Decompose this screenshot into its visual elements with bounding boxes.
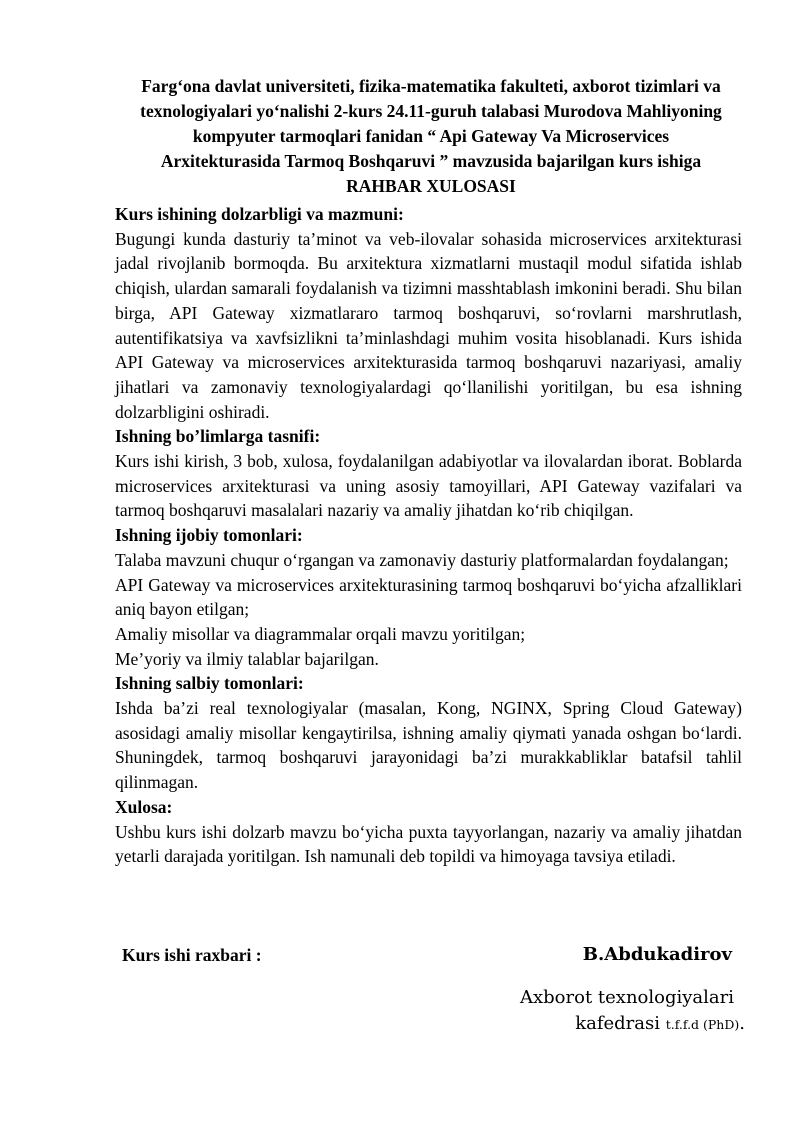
supervisor-label: Kurs ishi raxbari : <box>122 945 262 965</box>
section-text-structure: Kurs ishi kirish, 3 bob, xulosa, foydalanilgan adabiyotlar va ilovalardan iborat. Boblarda microservices arxitekturasi va uning asosiy tamoyillari, API Gateway vazifalari va tarmoq boshqaruvi masalalari nazariy va amaliy jihatdan ko‘rib chiqilgan. <box>115 451 742 521</box>
section-heading-structure: Ishning bo’limlarga tasnifi: <box>115 426 321 447</box>
section-heading-negative: Ishning salbiy tomonlari: <box>115 673 304 694</box>
title-line: Farg‘ona davlat universiteti, fizika-matematika fakulteti, axborot tizimlari va <box>141 76 721 96</box>
department-degree-line <box>575 1013 745 1034</box>
department-line: Axborot texnologiyalari <box>520 987 734 1008</box>
title-line: RAHBAR XULOSASI <box>346 176 516 196</box>
section-heading-positive: Ishning ijobiy tomonlari: <box>115 525 303 546</box>
title-line: texnologiyalari yo‘nalishi 2-kurs 24.11-guruh talabasi Murodova Mahliyoning <box>140 101 722 121</box>
supervisor-name: B.Abdukadirov <box>582 944 732 965</box>
academic-degree: t.f.f.d (PhD) <box>665 1017 740 1032</box>
positive-item: API Gateway va microservices arxitekturasining tarmoq boshqaruvi bo‘yicha afzalliklari aniq bayon etilgan; <box>115 574 742 620</box>
document-body <box>115 202 742 869</box>
section-text-negative: Ishda ba’zi real texnologiyalar (masalan, Kong, NGINX, Spring Cloud Gateway) asosidagi amaliy misollar kengaytirilsa, ishning amaliy qiymati yanada oshgan bo‘lardi. Shuningdek, tarmoq boshqaruvi jarayonidagi ba’zi murakkabliklar batafsil tahlil qilinmagan. <box>115 698 742 793</box>
title-line: Arxitekturasida Tarmoq Boshqaruvi ” mavzusida bajarilgan kurs ishiga <box>160 151 702 171</box>
title-line: kompyuter tarmoqlari fanidan “ Api Gateway Va Microservices <box>192 126 670 146</box>
department-name: kafedrasi <box>575 1013 660 1034</box>
section-heading-relevance: Kurs ishining dolzarbligi va mazmuni: <box>115 204 404 224</box>
positive-item: Me’yoriy va ilmiy talablar bajarilgan. <box>115 648 379 669</box>
section-text-conclusion: Ushbu kurs ishi dolzarb mavzu bo‘yicha puxta tayyorlangan, nazariy va amaliy jihatdan yetarli darajada yoritilgan. Ish namunali deb topildi va himoyaga tavsiya etiladi. <box>115 821 742 867</box>
degree-suffix: . <box>739 1013 745 1034</box>
section-heading-conclusion: Xulosa: <box>115 796 173 817</box>
positive-item: Talaba mavzuni chuqur o‘rgangan va zamonaviy dasturiy platformalardan foydalangan; <box>115 549 729 570</box>
document-title <box>108 74 754 199</box>
section-text-relevance: Bugungi kunda dasturiy ta’minot va veb-ilovalar sohasida microservices arxitekturasi jadal rivojlanib bormoqda. Bu arxitektura xizmatlarni mustaqil modul sifatida ishlab chiqish, ulardan samarali foydalanish va tizimni masshtablash imkonini beradi. Shu bilan birga, API Gateway xizmatlararo tarmoq boshqaruvi, so‘rovlarni marshrutlash, autentifikatsiya va xavfsizlikni ta’minlashdagi muhim vosita hisoblanadi. Kurs ishida API Gateway va microservices arxitekturasida tarmoq boshqaruvi nazariyasi, amaliy jihatlari va zamonaviy texnologiyalardagi qo‘llanilishi yoritilgan, bu esa ishning dolzarbligini oshiradi. <box>115 228 742 422</box>
positive-item: Amaliy misollar va diagrammalar orqali mavzu yoritilgan; <box>115 623 526 644</box>
